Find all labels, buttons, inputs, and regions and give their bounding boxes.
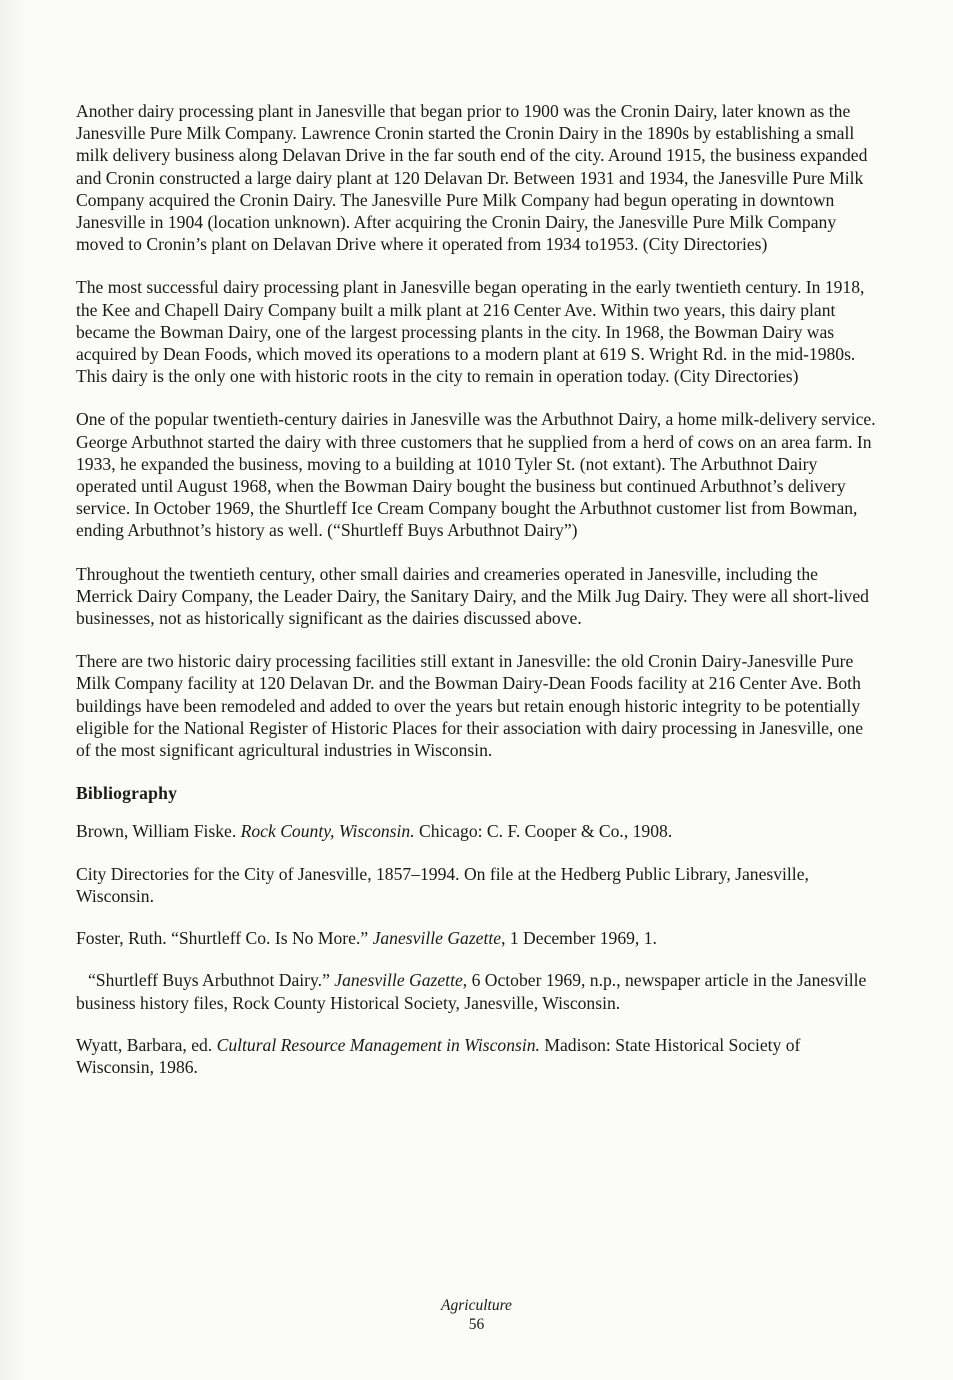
entry-title: Rock County, Wisconsin.	[240, 821, 415, 842]
footer-section-title: Agriculture	[441, 1297, 512, 1314]
entry-text: Foster, Ruth. “Shurtleff Co. Is No More.”	[76, 928, 373, 949]
entry-title: Janesville Gazette	[372, 928, 502, 949]
entry-text: , 1 December 1969, 1.	[501, 928, 657, 949]
page-footer	[0, 1296, 953, 1334]
paragraph-cronin-dairy: Another dairy processing plant in Janesville that began prior to 1900 was the Cronin Dairy, later known as the Janesville Pure Milk Company. Lawrence Cronin started the Cronin Dairy in the 1890s by establishing a small milk delivery business along Delavan Drive in the far south end of the city. Around 1915, the business expanded and Cronin constructed a large dairy plant at 120 Delavan Dr. Between 1931 and 1934, the Janesville Pure Milk Company acquired the Cronin Dairy. The Janesville Pure Milk Company had begun operating in downtown Janesville in 1904 (location unknown). After acquiring the Cronin Dairy, the Janesville Pure Milk Company moved to Cronin’s plant on Delavan Drive where it operated from 1934 to1953. (City Directories)	[76, 101, 868, 255]
bibliography-heading: Bibliography	[76, 783, 178, 804]
page-number: 56	[468, 1316, 485, 1333]
bibliography-entry	[76, 1034, 876, 1078]
paragraph-arbuthnot-dairy: One of the popular twentieth-century dairies in Janesville was the Arbuthnot Dairy, a home milk-delivery service. George Arbuthnot started the dairy with three customers that he supplied from a herd of cows on an area farm. In 1933, he expanded the business, moving to a building at 1010 Tyler St. (not extant). The Arbuthnot Dairy operated until August 1968, when the Bowman Dairy bought the business but continued Arbuthnot’s delivery service. In October 1969, the Shurtleff Ice Cream Company bought the Arbuthnot customer list from Bowman, ending Arbuthnot’s history as well. (“Shurtleff Buys Arbuthnot Dairy”)	[76, 409, 876, 541]
entry-title: Cultural Resource Management in Wisconsin.	[216, 1034, 540, 1055]
entry-text: “Shurtleff Buys Arbuthnot Dairy.”	[88, 970, 335, 991]
entry-text: Brown, William Fiske.	[76, 821, 241, 842]
page-body	[76, 100, 876, 1098]
bibliography-entry	[76, 969, 876, 1013]
paragraph-bowman-dairy: The most successful dairy processing plant in Janesville began operating in the early twentieth century. In 1918, the Kee and Chapell Dairy Company built a milk plant at 216 Center Ave. Within two years, this dairy plant became the Bowman Dairy, one of the largest processing plants in the city. In 1968, the Bowman Dairy was acquired by Dean Foods, which moved its operations to a modern plant at 619 S. Wright Rd. in the mid-1980s. This dairy is the only one with historic roots in the city to remain in operation today. (City Directories)	[76, 277, 865, 387]
entry-title: Janesville Gazette	[334, 970, 463, 991]
entry-text: , 6 October 1969, n.p., newspaper article in the Janesville business history files, Rock County Historical Society, Janesville, Wisconsin.	[76, 970, 867, 1013]
bibliography-entry	[76, 863, 876, 907]
entry-text: Wyatt, Barbara, ed.	[76, 1034, 217, 1055]
entry-text: City Directories for the City of Janesville, 1857–1994. On file at the Hedberg Public Library, Janesville, Wisconsin.	[76, 863, 809, 906]
bibliography-entry	[76, 927, 876, 949]
bibliography-entry	[76, 820, 876, 842]
entry-text: Madison: State Historical Society of Wisconsin, 1986.	[76, 1034, 801, 1077]
entry-text: Chicago: C. F. Cooper & Co., 1908.	[414, 821, 673, 842]
paragraph-small-dairies: Throughout the twentieth century, other small dairies and creameries operated in Janesville, including the Merrick Dairy Company, the Leader Dairy, the Sanitary Dairy, and the Milk Jug Dairy. They were all short-lived businesses, not as historically significant as the dairies discussed above.	[76, 563, 869, 629]
paragraph-extant-facilities: There are two historic dairy processing facilities still extant in Janesville: the old Cronin Dairy-Janesville Pure Milk Company facility at 120 Delavan Dr. and the Bowman Dairy-Dean Foods facility at 216 Center Ave. Both buildings have been remodeled and added to over the years but retain enough historic integrity to be potentially eligible for the National Register of Historic Places for their association with dairy processing in Janesville, one of the most significant agricultural industries in Wisconsin.	[76, 651, 864, 761]
